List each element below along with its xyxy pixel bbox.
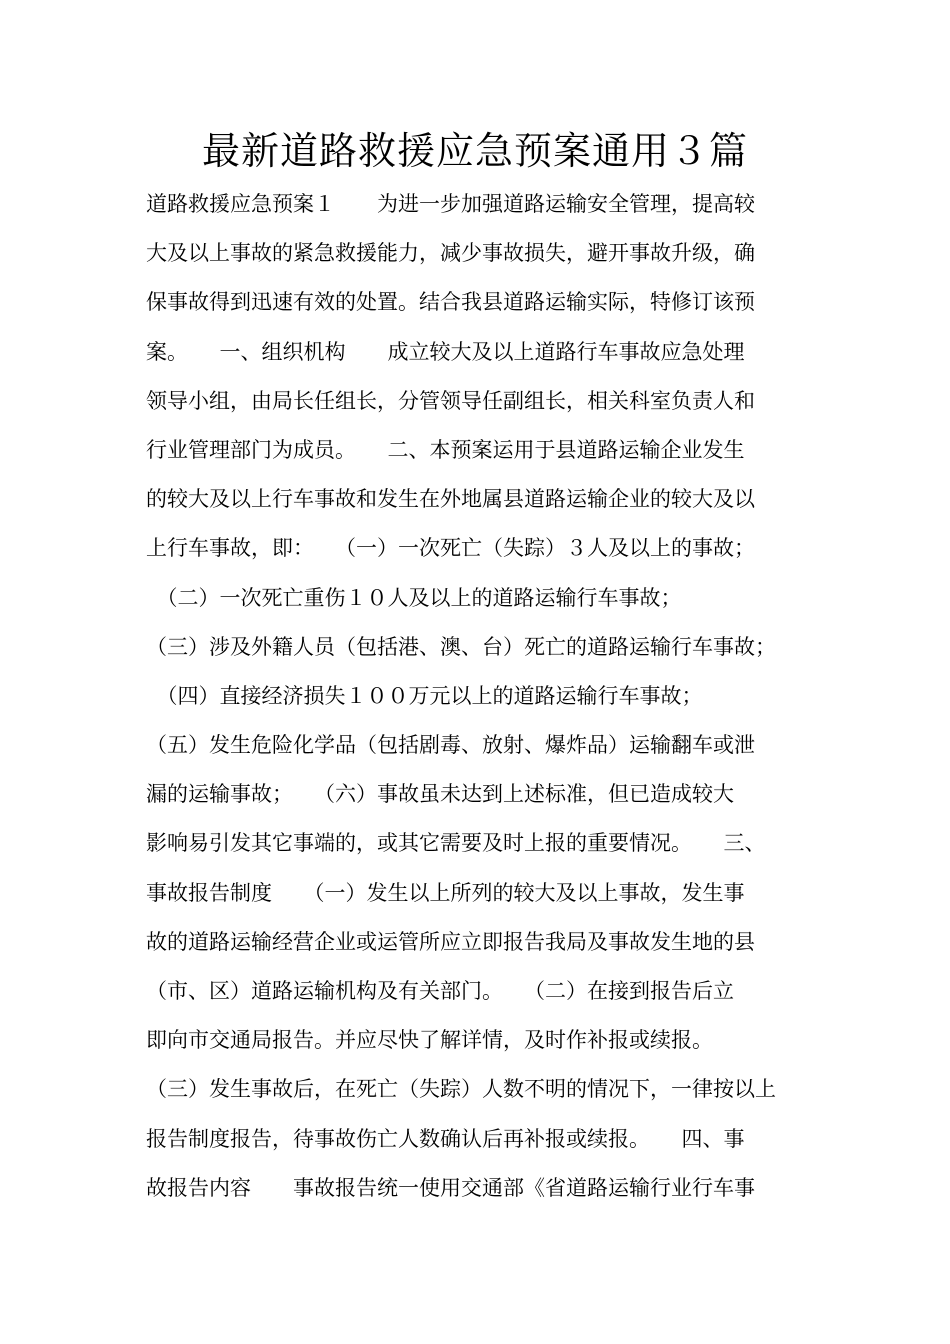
text-line: （市、区）道路运输机构及有关部门。 （二）在接到报告后立: [146, 979, 734, 1003]
text-line: 影响易引发其它事端的，或其它需要及时上报的重要情况。 三、: [146, 831, 766, 856]
text-line: 报告制度报告，待事故伤亡人数确认后再补报或续报。 四、事: [146, 1126, 745, 1151]
text-line: 保事故得到迅速有效的处置。结合我县道路运输实际，特修订该预: [146, 290, 755, 315]
text-line: 行业管理部门为成员。 二、本预案运用于县道路运输企业发生: [146, 437, 745, 462]
text-line: （五）发生危险化学品（包括剧毒、放射、爆炸品）运输翻车或泄: [146, 733, 755, 758]
text-line: 上行车事故，即： （一）一次死亡（失踪）３人及以上的事故；: [146, 536, 755, 561]
text-line: 故报告内容 事故报告统一使用交通部《省道路运输行业行车事: [146, 1175, 755, 1200]
page-title: 最新道路救援应急预案通用３篇: [201, 129, 748, 173]
text-line: 道路救援应急预案１ 为进一步加强道路运输安全管理，提高较: [146, 192, 755, 216]
text-line: 的较大及以上行车事故和发生在外地属县道路运输企业的较大及以: [146, 487, 755, 512]
text-line: 即向市交通局报告。并应尽快了解详情，及时作补报或续报。: [146, 1028, 713, 1053]
body-text: [146, 180, 826, 1213]
text-line: 漏的运输事故； （六）事故虽未达到上述标准，但已造成较大: [146, 782, 734, 807]
text-line: （四）直接经济损失１００万元以上的道路运输行车事故；: [146, 683, 703, 708]
text-line: 事故报告制度 （一）发生以上所列的较大及以上事故，发生事: [146, 880, 745, 905]
text-line: （三）发生事故后，在死亡（失踪）人数不明的情况下，一律按以上: [146, 1077, 776, 1102]
text-line: （二）一次死亡重伤１０人及以上的道路运输行车事故；: [146, 585, 682, 610]
text-line: 案。 一、组织机构 成立较大及以上道路行车事故应急处理: [146, 339, 745, 364]
text-line: 大及以上事故的紧急救援能力，减少事故损失，避开事故升级，确: [146, 241, 755, 266]
text-line: 领导小组，由局长任组长，分管领导任副组长，相关科室负责人和: [146, 388, 755, 413]
text-line: （三）涉及外籍人员（包括港、澳、台）死亡的道路运输行车事故；: [146, 634, 776, 659]
text-line: 故的道路运输经营企业或运管所应立即报告我局及事故发生地的县: [146, 929, 755, 954]
